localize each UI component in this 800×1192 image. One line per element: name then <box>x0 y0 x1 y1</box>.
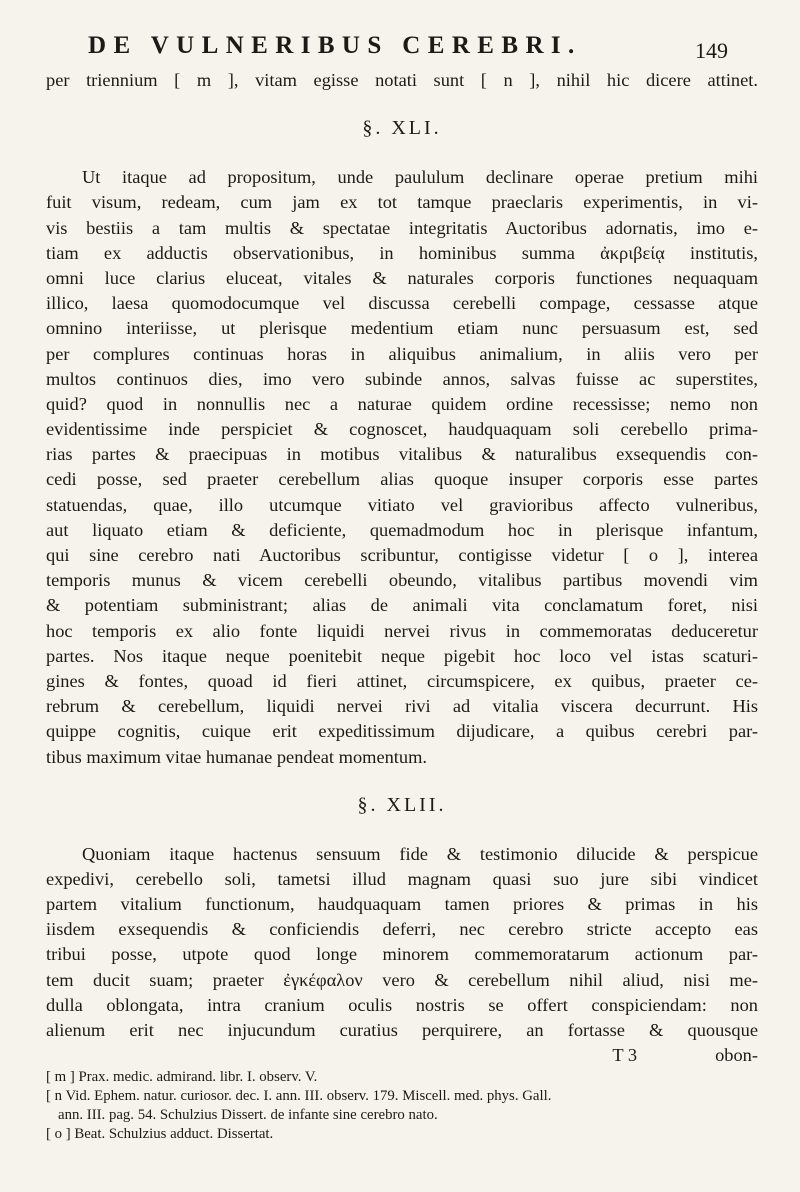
footnote-continuation: ann. III. pag. 54. Schulzius Dissert. de infante sine cerebro nato. <box>58 1107 438 1124</box>
section-title-42: §. XLII. <box>357 793 447 816</box>
text-line: statuendas, quae, illo utcumque vitiato vel gravioribus affecto vulneribus, <box>46 494 758 515</box>
text-line: gines & fontes, quoad id fieri attinet, circumspicere, ex quibus, praeter ce- <box>46 670 758 691</box>
text-line: quid? quod in nonnullis nec a naturae quidem ordine recessisse; nemo non <box>46 393 758 414</box>
signature-row <box>46 1043 758 1068</box>
text-line: evidentissime inde perspiciet & cognoscet, haudquaquam soli cerebello prima- <box>46 419 758 440</box>
text-line: tibus maximum vitae humanae pendeat momentum. <box>46 746 428 767</box>
footnote: [ o ] Beat. Schulzius adduct. Dissertat. <box>46 1126 274 1143</box>
text-line: Quoniam itaque hactenus sensuum fide & testimonio dilucide & perspicue <box>82 843 758 864</box>
text-line: iisdem exsequendis & conficiendis deferri, nec cerebro stricte accepto eas <box>46 919 758 940</box>
section-41-body <box>46 165 758 770</box>
text-line: omni luce clarius eluceat, vitales & naturales corporis functiones nequaquam <box>46 267 758 288</box>
signature-catchword <box>612 1043 758 1068</box>
footnote: [ n Vid. Ephem. natur. curiosor. dec. I. ann. III. observ. 179. Miscell. med. phys. Gall. <box>46 1088 552 1105</box>
footnotes <box>46 1068 758 1144</box>
text-line: omnino interiisse, ut plerisque medentium etiam nunc persuasum est, sed <box>46 318 758 339</box>
signature-mark: T 3 <box>612 1045 638 1066</box>
text-line: quippe cognitis, cuique erit expeditissimum dijudicare, a quibus cerebri par- <box>46 721 758 742</box>
footnote: [ m ] Prax. medic. admirand. libr. I. observ. V. <box>46 1069 318 1086</box>
text-line: multos continuos dies, imo vero subinde annos, salvas fuisse ac superstites, <box>46 368 758 389</box>
text-line: dulla oblongata, intra cranium oculis nostris se offert conspiciendam: non <box>46 994 758 1015</box>
text-line: vis bestiis a tam multis & spectatae integritatis Auctoribus adornatis, imo e- <box>46 217 758 238</box>
text-line: aut liquato etiam & deficiente, quemadmodum hoc in plerisque infantum, <box>46 519 758 540</box>
running-title: DE VULNERIBUS CEREBRI. <box>88 32 582 59</box>
text-line: partem vitalium functionum, haudquaquam tamen priores & primas in his <box>46 894 758 915</box>
text-line: per complures continuas horas in aliquibus animalium, in aliis vero per <box>46 343 758 364</box>
text-line: cedi posse, sed praeter cerebellum alias quoque insuper corporis esse partes <box>46 469 758 490</box>
text-line: rebrum & cerebellum, liquidi nervei rivi ad vitalia viscera decurrunt. His <box>46 696 758 717</box>
section-42-body <box>46 842 758 1044</box>
intro-line: per triennium [ m ], vitam egisse notati sunt [ n ], nihil hic dicere attinet. <box>46 70 758 90</box>
text-line: illico, laesa quomodocumque vel discussa cerebelli compage, cessasse atque <box>46 293 758 314</box>
catchword: obon- <box>715 1045 758 1066</box>
text-block <box>46 68 758 1144</box>
text-line: rias partes & praecipuas in motibus vitalibus & naturalibus exsequendis con- <box>46 444 758 465</box>
text-line: hoc temporis ex alio fonte liquidi nervei rivus in commemoratas deduceretur <box>46 620 758 641</box>
text-line: tribui posse, utpote quod longe minorem commemoratarum actionum par- <box>46 944 758 965</box>
running-head <box>88 32 728 66</box>
text-line: Ut itaque ad propositum, unde paululum declinare operae pretium mihi <box>82 167 758 188</box>
text-line: tem ducit suam; praeter ἐγκέφαλον vero & cerebellum nihil aliud, nisi me- <box>46 969 758 990</box>
text-line: partes. Nos itaque neque poenitebit neque pigebit hoc loco vel istas scaturi- <box>46 645 758 666</box>
text-line: temporis munus & vicem cerebelli obeundo, vitalibus partibus movendi vim <box>46 570 758 591</box>
text-line: tiam ex adductis observationibus, in hominibus summa ἀκριβείᾳ institutis, <box>46 242 758 263</box>
text-line: & potentiam subministrant; alias de animali vita conclamatum foret, nisi <box>46 595 758 616</box>
page-number: 149 <box>695 38 728 63</box>
text-line: alienum erit nec injucundum curatius perquirere, an fortasse & quousque <box>46 1020 758 1040</box>
section-title-41: §. XLI. <box>362 117 442 140</box>
text-line: fuit visum, redeam, cum jam ex tot tamque praeclaris experimentis, in vi- <box>46 192 758 213</box>
text-line: expedivi, cerebello soli, tametsi illud magnam quasi suo jure sibi vindicet <box>46 868 758 889</box>
text-line: qui sine cerebro nati Auctoribus scribuntur, contigisse videtur [ o ], interea <box>46 545 758 565</box>
